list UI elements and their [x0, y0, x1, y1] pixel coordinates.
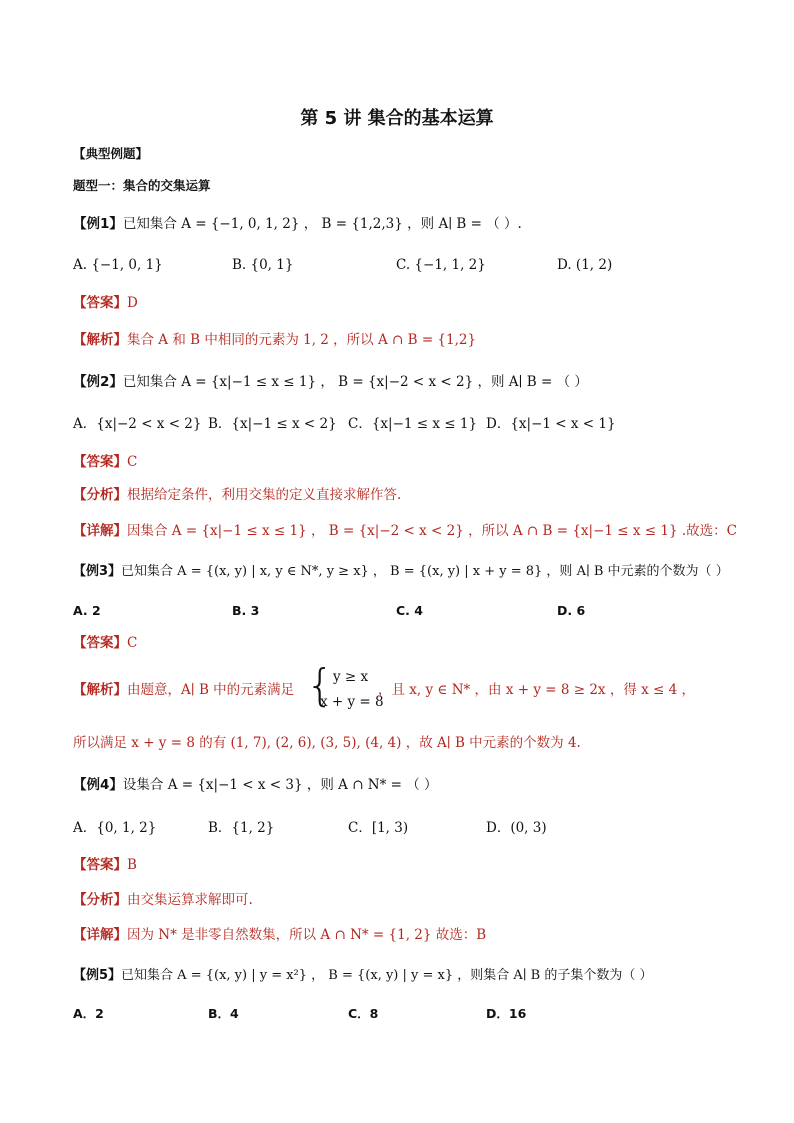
ex5-option-b: B．4	[208, 1006, 239, 1021]
ex5-question	[73, 966, 653, 986]
ex1-question	[73, 214, 522, 234]
ex2-detail-text: 因集合 A = {x|−1 ≤ x ≤ 1} ， B = {x|−2 < x < 2} ，所以 A ∩ B = {x|−1 ≤ x ≤ 1} .故选：C	[127, 523, 737, 539]
ex1-answer-value: D	[127, 295, 138, 311]
ex3-question-text: 已知集合 A = {(x, y) | x, y ∈ N*, y ≥ x} ， B = {(x, y) | x + y = 8} ，则 A∣ B 中元素的个数为（ ）	[121, 564, 729, 579]
ex1-answer-label: 【答案】	[73, 295, 127, 311]
ex3-option-b: B. 3	[232, 603, 260, 618]
ex2-option-c: C．{x|−1 ≤ x ≤ 1}	[348, 416, 478, 432]
ex2-analysis	[73, 485, 401, 505]
ex1-option-c: C. {−1, 1, 2}	[396, 257, 486, 273]
ex3-answer	[73, 633, 137, 653]
ex3-analysis-pre: 由题意，A∣ B 中的元素满足	[127, 682, 295, 698]
ex3-analysis-post: ，且 x, y ∈ N* ，由 x + y = 8 ≥ 2x ，得 x ≤ 4 ，	[378, 682, 696, 698]
ex5-label: 【例5】	[73, 968, 122, 983]
ex5-option-d: D．16	[486, 1006, 527, 1021]
ex3-analysis-label: 【解析】	[73, 682, 127, 698]
ex2-answer	[73, 452, 137, 472]
ex3-system-brace: {	[306, 660, 334, 711]
ex2-question	[73, 372, 588, 392]
ex4-analysis	[73, 890, 253, 910]
ex4-detail-label: 【详解】	[73, 927, 127, 943]
ex3-label: 【例3】	[73, 564, 122, 579]
ex1-option-b: B. {0, 1}	[232, 257, 294, 273]
ex4-label: 【例4】	[73, 777, 123, 793]
ex5-question-text: 已知集合 A = {(x, y) | y = x²} ， B = {(x, y) | y = x} ，则集合 A∣ B 的子集个数为（ ）	[121, 968, 653, 983]
ex4-analysis-label: 【分析】	[73, 892, 127, 908]
ex3-system-bottom: x + y = 8	[320, 694, 384, 710]
ex1-analysis	[73, 330, 476, 350]
ex1-option-a: A. {−1, 0, 1}	[73, 257, 163, 273]
ex2-analysis-label: 【分析】	[73, 487, 127, 503]
ex4-option-d: D．(0, 3)	[486, 820, 547, 836]
ex4-detail	[73, 925, 486, 945]
ex1-label: 【例1】	[73, 216, 123, 232]
ex5-option-a: A．2	[73, 1006, 104, 1021]
ex4-analysis-text: 由交集运算求解即可.	[127, 892, 253, 908]
ex5-option-c: C．8	[348, 1006, 379, 1021]
ex4-option-a: A．{0, 1, 2}	[73, 820, 157, 836]
ex4-answer-label: 【答案】	[73, 857, 127, 873]
ex4-question-text: 设集合 A = {x|−1 < x < 3} ，则 A ∩ N* = （ ）	[122, 777, 438, 793]
ex3-option-d: D. 6	[557, 603, 586, 618]
ex4-question	[73, 775, 438, 795]
ex3-question	[73, 562, 729, 582]
ex2-answer-label: 【答案】	[73, 454, 127, 470]
ex2-detail-label: 【详解】	[73, 523, 127, 539]
section-heading: 【典型例题】	[73, 146, 149, 161]
ex1-analysis-label: 【解析】	[73, 332, 127, 348]
ex3-option-a: A. 2	[73, 603, 101, 618]
page-title: 第 5 讲 集合的基本运算	[300, 108, 494, 129]
ex3-analysis	[73, 680, 294, 700]
ex2-option-d: D．{x|−1 < x < 1}	[486, 416, 616, 432]
ex4-detail-text: 因为 N* 是非零自然数集，所以 A ∩ N* = {1, 2} 故选：B	[127, 927, 487, 943]
ex3-system-top: y ≥ x	[333, 669, 369, 685]
ex3-answer-label: 【答案】	[73, 635, 127, 651]
ex2-option-a: A．{x|−2 < x < 2}	[73, 416, 202, 432]
ex2-label: 【例2】	[73, 374, 123, 390]
ex2-analysis-text: 根据给定条件，利用交集的定义直接求解作答.	[127, 487, 402, 503]
ex4-answer	[73, 855, 137, 875]
ex1-analysis-text: 集合 A 和 B 中相同的元素为 1, 2 ，所以 A ∩ B = {1,2}	[127, 332, 477, 348]
ex2-detail	[73, 521, 737, 541]
ex3-analysis-line2: 所以满足 x + y = 8 的有 (1, 7), (2, 6), (3, 5), (4, 4) ，故 A∣ B 中元素的个数为 4.	[73, 735, 581, 751]
ex1-question-text: 已知集合 A = {−1, 0, 1, 2} ， B = {1,2,3} ，则 A∣ B = （ ）.	[122, 216, 522, 232]
ex1-option-d: D. (1, 2)	[557, 257, 613, 273]
ex2-question-text: 已知集合 A = {x|−1 ≤ x ≤ 1} ， B = {x|−2 < x < 2} ，则 A∣ B = （ ）	[122, 374, 588, 390]
ex3-answer-value: C	[127, 635, 138, 651]
ex4-answer-value: B	[127, 857, 137, 873]
ex1-answer	[73, 293, 138, 313]
ex3-option-c: C. 4	[396, 603, 423, 618]
ex2-answer-value: C	[127, 454, 138, 470]
ex4-option-c: C．[1, 3)	[348, 820, 409, 836]
topic-heading: 题型一：集合的交集运算	[73, 178, 211, 193]
ex4-option-b: B．{1, 2}	[208, 820, 275, 836]
ex2-option-b: B．{x|−1 ≤ x < 2}	[208, 416, 337, 432]
